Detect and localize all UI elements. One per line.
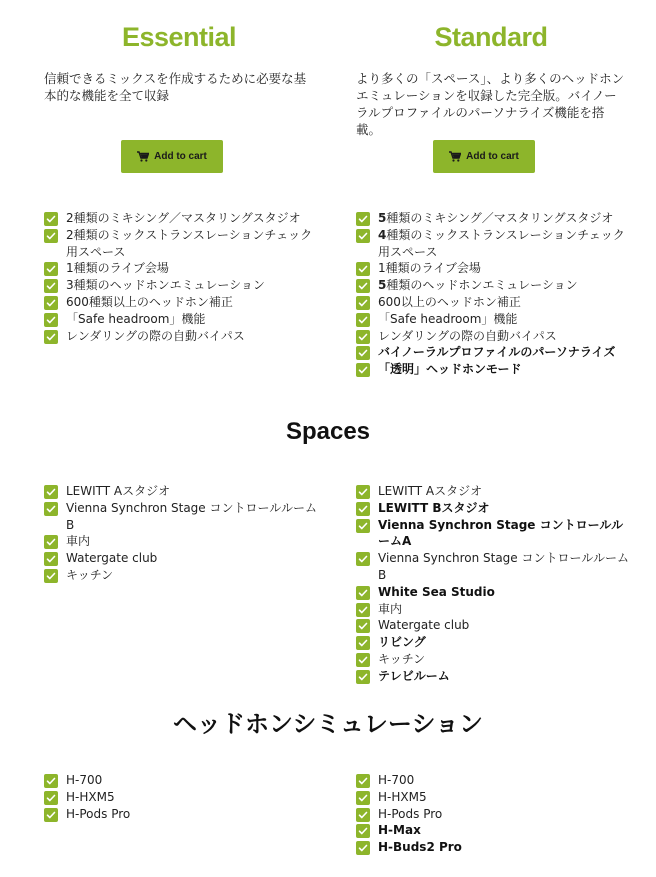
standard-headphones-list	[356, 772, 631, 856]
check-icon	[356, 519, 370, 533]
list-item-text: 4種類のミックストランスレーションチェック用スペース	[378, 227, 625, 259]
list-item-text: バイノーラルプロファイルのパーソナライズ	[378, 345, 616, 360]
list-item	[44, 277, 319, 294]
list-item-text: LEWITT Aスタジオ	[66, 484, 171, 498]
add-to-cart-button[interactable]	[121, 140, 223, 173]
list-item	[356, 822, 631, 839]
list-item	[356, 634, 631, 651]
add-to-cart-button[interactable]	[433, 140, 535, 173]
list-item-text: 2種類のミックストランスレーションチェック用スペース	[66, 227, 313, 259]
list-item	[356, 227, 631, 261]
list-item	[356, 517, 631, 551]
cart-icon	[137, 151, 149, 162]
list-item	[44, 483, 319, 500]
list-item-text: 車内	[66, 534, 91, 549]
check-icon	[356, 791, 370, 805]
list-item	[356, 483, 631, 500]
list-item	[356, 311, 631, 328]
list-item-text: キッチン	[66, 567, 114, 582]
check-icon	[44, 330, 58, 344]
check-icon	[356, 841, 370, 855]
check-icon	[356, 653, 370, 667]
list-item-text: 3種類のヘッドホンエミュレーション	[66, 278, 265, 293]
check-icon	[356, 212, 370, 226]
list-item-text: Vienna Synchron Stage コントロールルームB	[378, 551, 629, 582]
list-item-text: LEWITT Aスタジオ	[378, 484, 483, 498]
check-icon	[356, 363, 370, 377]
check-icon	[356, 485, 370, 499]
list-item	[44, 806, 319, 823]
list-item-text: 「Safe headroom」機能	[378, 311, 518, 326]
list-item	[44, 260, 319, 277]
list-item	[44, 772, 319, 789]
plan-description: より多くの「スペース」、より多くのヘッドホンエミュレーションを収録した完全版。バイノーラルプロファイルのパーソナライズ機能を搭載。	[356, 71, 625, 137]
essential-headphones-list	[44, 772, 319, 822]
standard-feature-list	[356, 210, 631, 378]
standard-spaces-list	[356, 483, 631, 685]
list-item	[356, 260, 631, 277]
check-icon	[44, 313, 58, 327]
list-item	[356, 601, 631, 618]
check-icon	[356, 586, 370, 600]
check-icon	[44, 296, 58, 310]
list-item	[356, 772, 631, 789]
add-to-cart-label: Add to cart	[154, 151, 207, 162]
check-icon	[356, 808, 370, 822]
check-icon	[44, 485, 58, 499]
check-icon	[356, 552, 370, 566]
list-item-text: H-Buds2 Pro	[378, 840, 462, 855]
list-item	[356, 328, 631, 345]
list-item	[44, 328, 319, 345]
list-item	[44, 567, 319, 584]
check-icon	[356, 603, 370, 617]
list-item-text: H-Pods Pro	[378, 806, 443, 821]
list-item	[44, 550, 319, 567]
check-icon	[44, 229, 58, 243]
list-item	[356, 344, 631, 361]
list-item-text: H-700	[378, 773, 415, 787]
check-icon	[356, 774, 370, 788]
list-item	[44, 533, 319, 550]
list-item-text: 「透明」ヘッドホンモード	[378, 362, 522, 377]
check-icon	[356, 824, 370, 838]
list-item-text: テレビルーム	[378, 668, 450, 683]
list-item-text: レンダリングの際の自動バイパス	[66, 328, 245, 343]
list-item-text: 「Safe headroom」機能	[66, 311, 206, 326]
list-item	[44, 311, 319, 328]
check-icon	[356, 502, 370, 516]
list-item-text: H-HXM5	[66, 789, 115, 804]
list-item	[44, 210, 319, 227]
check-icon	[356, 346, 370, 360]
list-item	[44, 500, 319, 534]
list-item	[356, 789, 631, 806]
list-item-text: H-Pods Pro	[66, 806, 131, 821]
check-icon	[356, 330, 370, 344]
list-item-text: Watergate club	[66, 551, 158, 566]
list-item	[356, 361, 631, 378]
check-icon	[356, 262, 370, 276]
list-item-text: 600以上のヘッドホン補正	[378, 294, 521, 309]
list-item-text: White Sea Studio	[378, 584, 495, 599]
list-item	[356, 806, 631, 823]
check-icon	[356, 279, 370, 293]
check-icon	[356, 313, 370, 327]
list-item	[356, 550, 631, 584]
list-item	[356, 277, 631, 294]
list-item	[356, 651, 631, 668]
plan-description: 信頼できるミックスを作成するために必要な基本的な機能を全て収録	[44, 71, 307, 103]
list-item-text: 5種類のヘッドホンエミュレーション	[378, 278, 578, 293]
check-icon	[44, 774, 58, 788]
plan-title: Essential	[121, 22, 237, 52]
check-icon	[44, 791, 58, 805]
list-item-text: リビング	[378, 635, 426, 650]
essential-spaces-list	[44, 483, 319, 584]
essential-feature-list	[44, 210, 319, 344]
check-icon	[44, 262, 58, 276]
list-item-text: レンダリングの際の自動バイパス	[378, 328, 557, 343]
plan-title: Standard	[434, 22, 548, 52]
list-item	[44, 789, 319, 806]
check-icon	[44, 535, 58, 549]
list-item-text: 600種類以上のヘッドホン補正	[66, 294, 233, 309]
cart-icon	[449, 151, 461, 162]
list-item	[356, 210, 631, 227]
list-item-text: Vienna Synchron Stage コントロールルームB	[66, 500, 317, 532]
list-item-text: LEWITT Bスタジオ	[378, 500, 490, 515]
list-item	[356, 584, 631, 601]
list-item	[356, 617, 631, 634]
list-item-text: 1種類のライブ会場	[378, 261, 481, 276]
list-item-text: Vienna Synchron Stage コントロールルームA	[378, 517, 624, 549]
add-to-cart-label: Add to cart	[466, 151, 519, 162]
check-icon	[356, 636, 370, 650]
check-icon	[356, 619, 370, 633]
check-icon	[356, 296, 370, 310]
list-item-text: 車内	[378, 601, 403, 616]
check-icon	[44, 569, 58, 583]
list-item-text: 5種類のミキシング／マスタリングスタジオ	[378, 211, 614, 225]
check-icon	[356, 670, 370, 684]
list-item-text: Watergate club	[378, 618, 470, 633]
list-item-text: H-700	[66, 773, 103, 787]
list-item	[44, 227, 319, 261]
check-icon	[44, 808, 58, 822]
check-icon	[44, 502, 58, 516]
check-icon	[44, 279, 58, 293]
list-item-text: 2種類のミキシング／マスタリングスタジオ	[66, 211, 301, 225]
list-item	[356, 294, 631, 311]
spaces-section-title: Spaces	[285, 418, 371, 445]
check-icon	[356, 229, 370, 243]
list-item-text: 1種類のライブ会場	[66, 261, 169, 276]
list-item-text: キッチン	[378, 651, 426, 666]
list-item	[44, 294, 319, 311]
list-item	[356, 839, 631, 856]
check-icon	[44, 212, 58, 226]
list-item-text: H-Max	[378, 823, 421, 838]
list-item	[356, 668, 631, 685]
headphones-section-title: ヘッドホンシミュレーション	[173, 711, 483, 738]
check-icon	[44, 552, 58, 566]
list-item	[356, 500, 631, 517]
list-item-text: H-HXM5	[378, 789, 427, 804]
